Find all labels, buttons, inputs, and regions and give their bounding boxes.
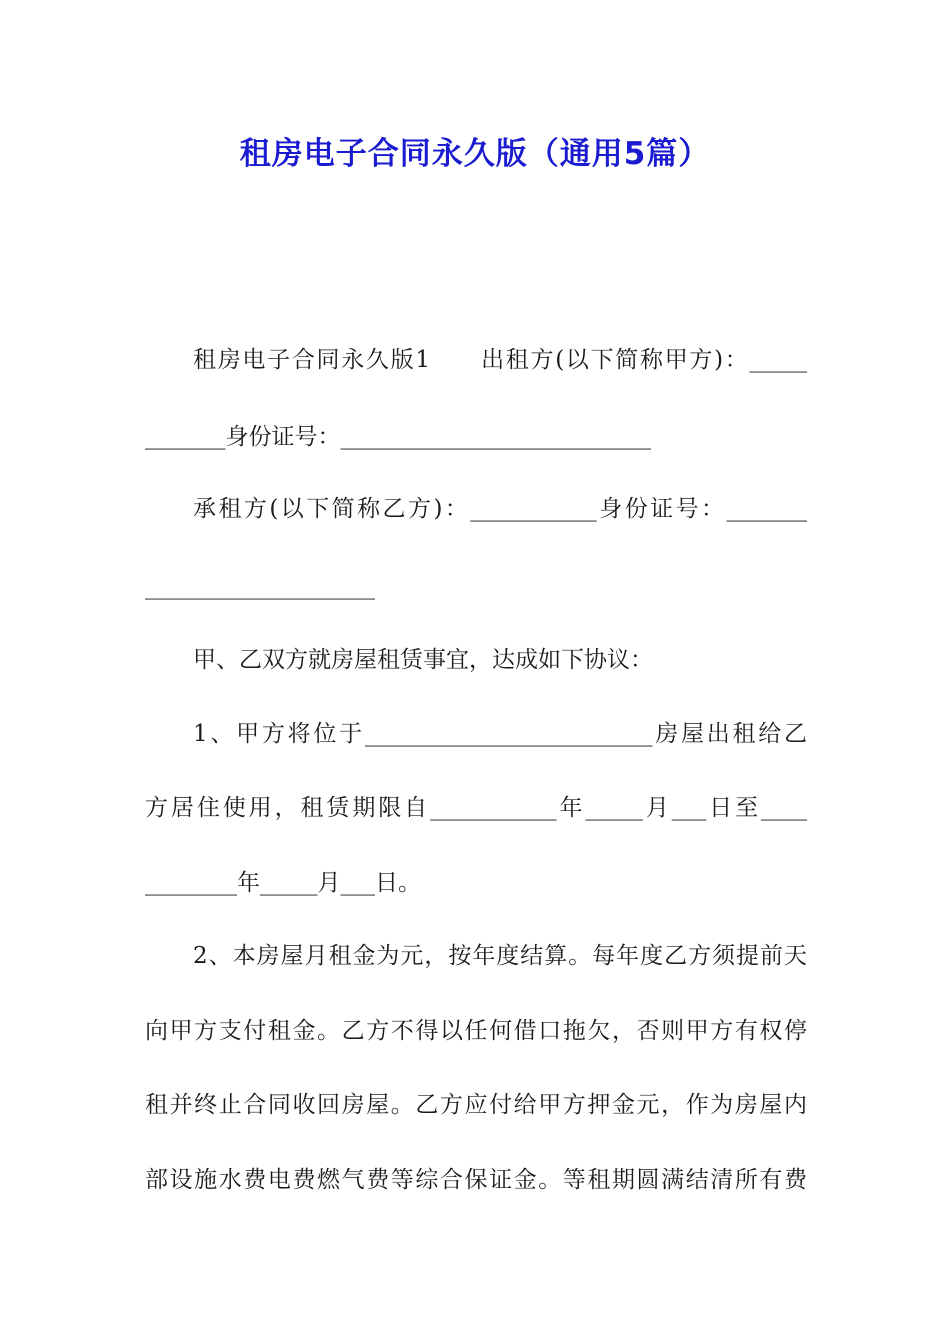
- paragraph-line: _______身份证号：___________________________: [145, 424, 651, 450]
- paragraph-line: ____________________: [145, 574, 375, 600]
- paragraph-line: 租房电子合同永久版1 出租方(以下简称甲方)：_____: [193, 347, 807, 373]
- paragraph-line: 2、本房屋月租金为元，按年度结算。每年度乙方须提前天: [193, 943, 807, 969]
- paragraph-line: 方居住使用，租赁期限自___________年_____月___日至____: [145, 795, 807, 821]
- document-title: 租房电子合同永久版（通用5篇）: [239, 136, 711, 172]
- paragraph-line: 1、甲方将位于_________________________房屋出租给乙: [193, 721, 807, 747]
- paragraph-line: 承租方(以下简称乙方)：___________身份证号：_______: [193, 496, 807, 522]
- paragraph-line: 甲、乙双方就房屋租赁事宜，达成如下协议：: [193, 647, 653, 673]
- paragraph-line: ________年_____月___日。: [145, 870, 421, 896]
- paragraph-line: 租并终止合同收回房屋。乙方应付给甲方押金元，作为房屋内: [145, 1092, 807, 1118]
- paragraph-line: 部设施水费电费燃气费等综合保证金。等租期圆满结清所有费: [145, 1167, 807, 1193]
- paragraph-line: 向甲方支付租金。乙方不得以任何借口拖欠，否则甲方有权停: [145, 1018, 807, 1044]
